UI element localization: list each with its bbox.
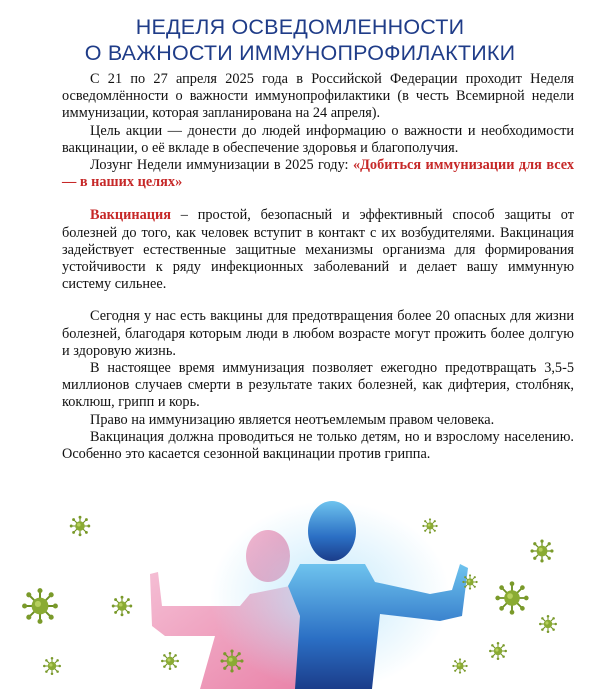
slogan-prefix: Лозунг Недели иммунизации в 2025 году: xyxy=(90,157,353,174)
title-line-2: О ВАЖНОСТИ ИММУНОПРОФИЛАКТИКИ xyxy=(84,41,516,65)
paragraph-goal: Цель акции — донести до людей информацию о важности и необходимости вакцинации, о её вкладе в обеспечение здоровья и благополучия. xyxy=(62,122,574,156)
immunity-illustration xyxy=(0,486,600,689)
vaccination-definition: – простой, безопасный и эффективный способ защиты от болезней до того, как человек вступит в контакт с их возбудителями. Вакцинация задействует естественные защитные механизмы организма для формирования устойчивости к ряду инфекционных заболеваний и делает вашу иммунную систему сильнее. xyxy=(62,207,574,293)
paragraph-adults: Вакцинация должна проводиться не только детям, но и взрослому населению. Особенно это касается сезонной вакцинации против гриппа. xyxy=(62,428,574,463)
paragraph-vaccines: Сегодня у нас есть вакцины для предотвращения более 20 опасных для жизни болезней, благодаря которым люди в любом возрасте могут прожить более долгую и здоровую жизнь. xyxy=(62,308,574,359)
paragraph-deaths-prevented: В настоящее время иммунизация позволяет ежегодно предотвращать 3,5-5 миллионов случаев смерти в результате таких болезней, как дифтерия, столбняк, коклюш, грипп и корь. xyxy=(62,360,574,411)
title-line-1: НЕДЕЛЯ ОСВЕДОМЛЕННОСТИ xyxy=(135,15,465,39)
paragraph-slogan xyxy=(62,157,574,191)
paragraph-right: Право на иммунизацию является неотъемлемым правом человека. xyxy=(90,411,495,428)
slogan-text: «Добиться иммунизации для всех — в наших целях» xyxy=(62,157,574,191)
page-title xyxy=(0,14,600,66)
vaccination-term: Вакцинация xyxy=(90,207,171,224)
article-body xyxy=(62,71,574,463)
paragraph-vaccination xyxy=(62,207,574,293)
paragraph-dates: С 21 по 27 апреля 2025 года в Российской Федерации проходит Неделя осведомлённости о важности иммунопрофилактики (в честь Всемирной недели иммунизации, которая запланирована на 24 апреля). xyxy=(62,71,574,122)
